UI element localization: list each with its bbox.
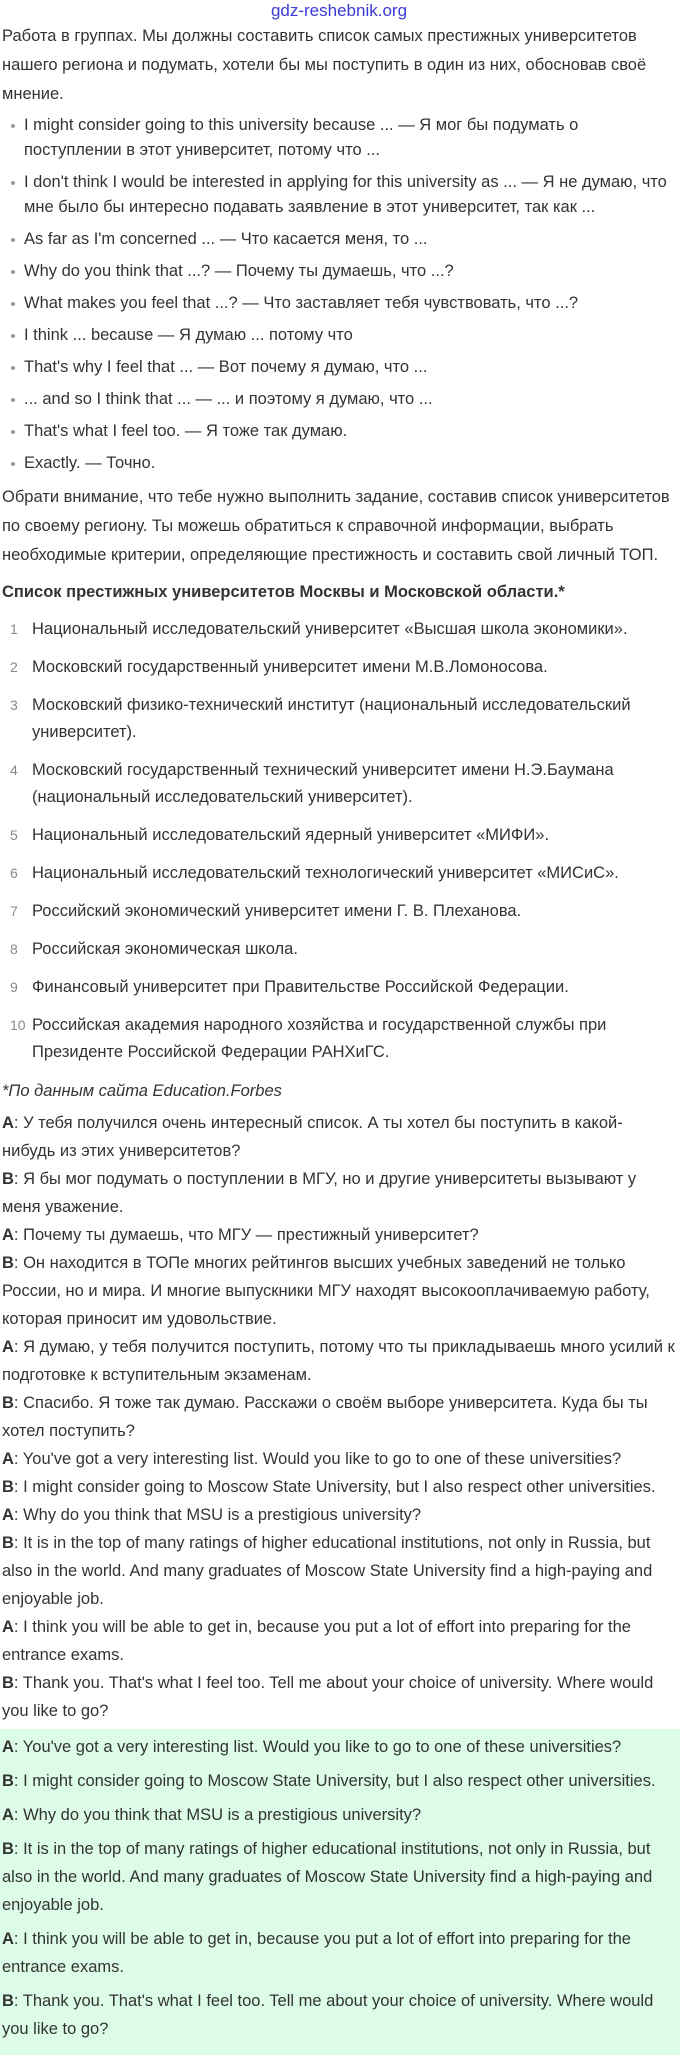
item-number: 4 bbox=[10, 762, 18, 778]
item-number: 7 bbox=[10, 903, 18, 919]
dialogue-line bbox=[2, 1221, 676, 1249]
speaker-label: A bbox=[2, 1618, 14, 1636]
item-number: 2 bbox=[10, 659, 18, 675]
line-text: : У тебя получился очень интересный список. А ты хотел бы поступить в какой-нибудь из этих университетов? bbox=[2, 1114, 623, 1160]
dialogue-english bbox=[2, 1445, 676, 1725]
university-name: Московский государственный технический университет имени Н.Э.Баумана (национальный исследовательский университет). bbox=[32, 761, 614, 806]
university-item bbox=[2, 692, 676, 746]
university-name: Национальный исследовательский технологический университет «МИСиС». bbox=[32, 864, 619, 882]
phrase-list bbox=[2, 113, 676, 476]
item-number: 10 bbox=[10, 1017, 26, 1033]
university-item bbox=[2, 974, 676, 1001]
line-text: : You've got a very interesting list. Would you like to go to one of these universities? bbox=[13, 1450, 622, 1468]
line-text: : I think you will be able to get in, because you put a lot of effort into preparing for the entrance exams. bbox=[2, 1618, 631, 1664]
item-number: 1 bbox=[10, 621, 18, 637]
intro-paragraph: Работа в группах. Мы должны составить список самых престижных университетов нашего региона и подумать, хотели бы мы поступить в один из них, обосновав своё мнение. bbox=[2, 27, 647, 103]
speaker-label: B bbox=[2, 1840, 14, 1858]
university-item bbox=[2, 898, 676, 925]
dialogue-line bbox=[2, 1669, 676, 1725]
line-text: : Почему ты думаешь, что МГУ — престижный университет? bbox=[13, 1226, 479, 1244]
dialogue-line bbox=[2, 1473, 676, 1501]
item-number: 9 bbox=[10, 979, 18, 995]
line-text: : Why do you think that MSU is a prestigious university? bbox=[13, 1806, 422, 1824]
speaker-label: B bbox=[2, 1478, 14, 1496]
line-text: : Спасибо. Я тоже так думаю. Расскажи о своём выборе университета. Куда бы ты хотел поступить? bbox=[2, 1394, 648, 1440]
source-note: *По данным сайта Education.Forbes bbox=[2, 1082, 282, 1100]
speaker-label: B bbox=[2, 1992, 14, 2010]
speaker-label: B bbox=[2, 1254, 14, 1272]
university-name: Московский физико-технический институт (национальный исследовательский университет). bbox=[32, 696, 631, 741]
university-item bbox=[2, 654, 676, 681]
university-name: Финансовый университет при Правительстве Российской Федерации. bbox=[32, 978, 569, 996]
dialogue-line bbox=[2, 1801, 676, 1829]
line-text: : Я думаю, у тебя получится поступить, потому что ты прикладываешь много усилий к подготовке к вступительным экзаменам. bbox=[2, 1338, 675, 1384]
dialogue-line bbox=[2, 1109, 676, 1165]
speaker-label: B bbox=[2, 1394, 14, 1412]
line-text: : It is in the top of many ratings of higher educational institutions, not only in Russia, but also in the world. And many graduates of Moscow State University find a high-paying and enjoyable job. bbox=[2, 1534, 653, 1608]
speaker-label: A bbox=[2, 1738, 14, 1756]
line-text: : I might consider going to Moscow State University, but I also respect other universities. bbox=[13, 1478, 656, 1496]
line-text: : Он находится в ТОПе многих рейтингов высших учебных заведений не только России, но и мира. И многие выпускники МГУ находят высокооплачиваемую работу, которая приносит им удовольствие. bbox=[2, 1254, 650, 1328]
dialogue-line bbox=[2, 1987, 676, 2043]
speaker-label: A bbox=[2, 1114, 14, 1132]
speaker-label: A bbox=[2, 1930, 14, 1948]
line-text: : You've got a very interesting list. Would you like to go to one of these universities? bbox=[13, 1738, 622, 1756]
dialogue-line bbox=[2, 1613, 676, 1669]
task-paragraph: Обрати внимание, что тебе нужно выполнить задание, составив список университетов по своему региону. Ты можешь обратиться к справочной информации, выбрать необходимые критерии, определяющие престижность и составить свой личный ТОП. bbox=[2, 488, 670, 564]
university-item bbox=[2, 757, 676, 811]
speaker-label: B bbox=[2, 1170, 14, 1188]
university-name: Российская экономическая школа. bbox=[32, 940, 298, 958]
dialogue-line bbox=[2, 1767, 676, 1795]
phrase-item: I don't think I would be interested in applying for this university as ... — Я не думаю, что мне было бы интересно подавать заявление в этот университет, так как ... bbox=[24, 170, 676, 220]
speaker-label: A bbox=[2, 1226, 14, 1244]
dialogue-line bbox=[2, 1733, 676, 1761]
dialogue-line bbox=[2, 1249, 676, 1333]
dialogue-line bbox=[2, 1501, 676, 1529]
university-list bbox=[2, 616, 676, 1066]
phrase-item: As far as I'm concerned ... — Что касается меня, то ... bbox=[24, 227, 676, 252]
university-name: Национальный исследовательский университет «Высшая школа экономики». bbox=[32, 620, 628, 638]
phrase-item: Why do you think that ...? — Почему ты думаешь, что ...? bbox=[24, 259, 676, 284]
item-number: 3 bbox=[10, 697, 18, 713]
university-item bbox=[2, 936, 676, 963]
dialogue-russian bbox=[2, 1109, 676, 1445]
speaker-label: A bbox=[2, 1506, 14, 1524]
speaker-label: B bbox=[2, 1534, 14, 1552]
list-title: Список престижных университетов Москвы и Московской области.* bbox=[2, 583, 565, 601]
line-text: : Thank you. That's what I feel too. Tell me about your choice of university. Where would you like to go? bbox=[2, 1992, 654, 2038]
dialogue-line bbox=[2, 1389, 676, 1445]
line-text: : I might consider going to Moscow State University, but I also respect other universities. bbox=[13, 1772, 656, 1790]
university-item bbox=[2, 860, 676, 887]
phrase-item: I think ... because — Я думаю ... потому что bbox=[24, 323, 676, 348]
line-text: : Thank you. That's what I feel too. Tell me about your choice of university. Where would you like to go? bbox=[2, 1674, 654, 1720]
item-number: 5 bbox=[10, 827, 18, 843]
phrase-item: That's what I feel too. — Я тоже так думаю. bbox=[24, 419, 676, 444]
dialogue-line bbox=[2, 1333, 676, 1389]
speaker-label: B bbox=[2, 1674, 14, 1692]
university-item bbox=[2, 616, 676, 643]
speaker-label: B bbox=[2, 1772, 14, 1790]
university-item bbox=[2, 1012, 676, 1066]
dialogue-line bbox=[2, 1835, 676, 1919]
line-text: : I think you will be able to get in, because you put a lot of effort into preparing for the entrance exams. bbox=[2, 1930, 631, 1976]
item-number: 6 bbox=[10, 865, 18, 881]
university-name: Московский государственный университет имени М.В.Ломоносова. bbox=[32, 658, 548, 676]
dialogue-line bbox=[2, 1445, 676, 1473]
speaker-label: A bbox=[2, 1450, 14, 1468]
dialogue-line bbox=[2, 1165, 676, 1221]
university-name: Национальный исследовательский ядерный университет «МИФИ». bbox=[32, 826, 550, 844]
line-text: : Why do you think that MSU is a prestigious university? bbox=[13, 1506, 422, 1524]
phrase-item: What makes you feel that ...? — Что заставляет тебя чувствовать, что ...? bbox=[24, 291, 676, 316]
speaker-label: A bbox=[2, 1338, 14, 1356]
dialogue-line bbox=[2, 1529, 676, 1613]
line-text: : Я бы мог подумать о поступлении в МГУ, но и другие университеты вызывают у меня уважение. bbox=[2, 1170, 637, 1216]
item-number: 8 bbox=[10, 941, 18, 957]
phrase-item: Exactly. — Точно. bbox=[24, 451, 676, 476]
speaker-label: A bbox=[2, 1806, 14, 1824]
highlighted-dialogue bbox=[0, 1729, 680, 2055]
line-text: : It is in the top of many ratings of higher educational institutions, not only in Russia, but also in the world. And many graduates of Moscow State University find a high-paying and enjoyable job. bbox=[2, 1840, 653, 1914]
dialogue-line bbox=[2, 1925, 676, 1981]
phrase-item: I might consider going to this university because ... — Я мог бы подумать о поступлении в этот университет, потому что ... bbox=[24, 113, 676, 163]
university-item bbox=[2, 822, 676, 849]
university-name: Российский экономический университет имени Г. В. Плеханова. bbox=[32, 902, 522, 920]
phrase-item: That's why I feel that ... — Вот почему я думаю, что ... bbox=[24, 355, 676, 380]
phrase-item: ... and so I think that ... — ... и поэтому я думаю, что ... bbox=[24, 387, 676, 412]
watermark-link[interactable]: gdz-reshebnik.org bbox=[270, 1, 408, 20]
university-name: Российская академия народного хозяйства и государственной службы при Президенте Российской Федерации РАНХиГС. bbox=[32, 1016, 607, 1061]
